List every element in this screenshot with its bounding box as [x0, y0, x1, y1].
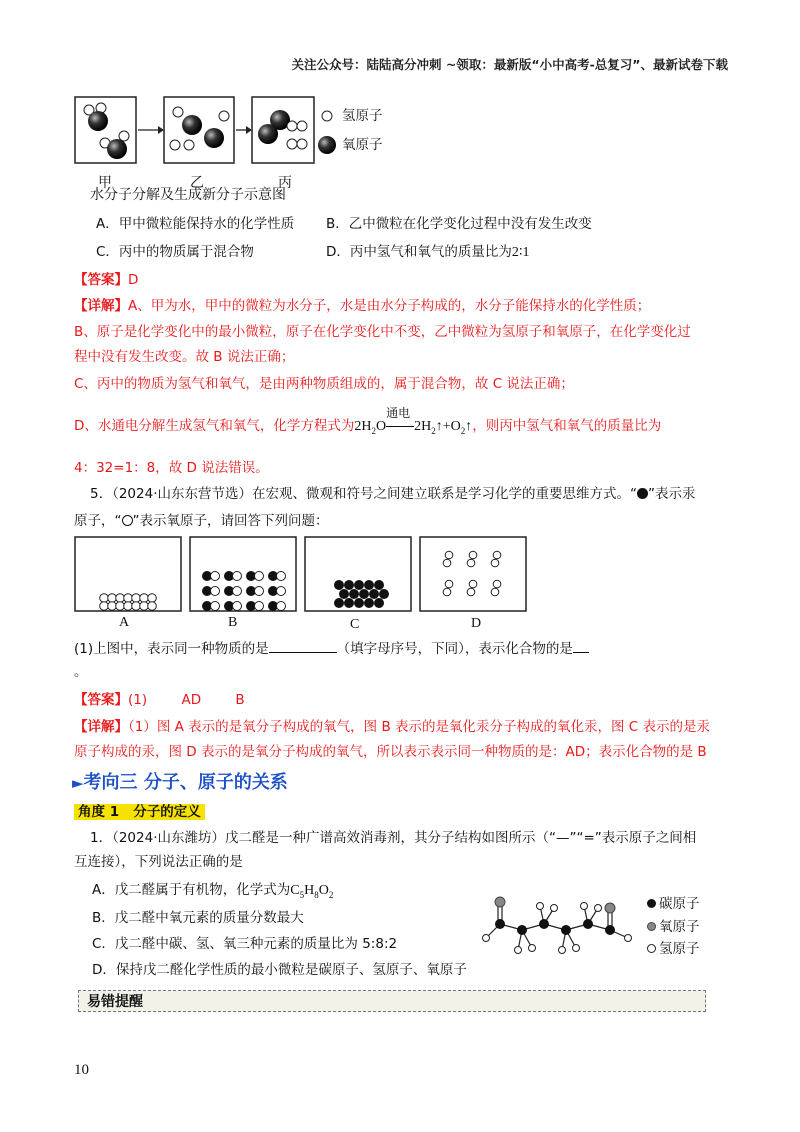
molecule-diagram: [478, 890, 648, 972]
detail-d-pre: D、水通电分解生成氢气和氧气，化学方程式为: [74, 418, 355, 434]
q1-option-c: C．戊二醛中碳、氢、氧三种元素的质量比为 5:8:2: [92, 936, 398, 952]
answer-value: D: [128, 272, 139, 288]
q5-question-b: （填字母序号，下同），表示化合物的是: [336, 641, 573, 657]
mol-legend-hydrogen: [647, 939, 700, 959]
answer-label: 【答案】: [74, 272, 128, 288]
detail-b-line1: B、原子是化学变化中的最小微粒，原子在化学变化中不变，乙中微粒为氢原子和氧原子，在化学变化过: [74, 324, 691, 340]
section-heading: [72, 768, 288, 794]
particle-boxes-diagram: [74, 536, 534, 616]
q5-detail-1: （1）图 A 表示的是氧分子构成的氧气，图 B 表示的是氧化汞分子构成的氧化汞，图 C 表示的是汞: [128, 719, 711, 735]
q5-answer-value: (1) AD B: [128, 692, 245, 708]
q1-stem-line1: 1．（2024·山东潍坊）戊二醛是一种广谱高效消毒剂，其分子结构如图所示（“—”“=”表示原子之间相: [90, 830, 697, 846]
q1-option-a-text: A．戊二醛属于有机物，化学式为: [92, 882, 291, 898]
page-number: 10: [74, 1062, 89, 1078]
answer-blank-2[interactable]: [573, 638, 589, 653]
box-label-c: C: [350, 617, 360, 632]
carbon-dot-icon: [647, 899, 656, 908]
mol-legend-carbon: [647, 894, 700, 914]
hydrogen-dot-icon: [647, 944, 656, 953]
q5-stem-line2: [74, 511, 329, 531]
box-label-a: A: [119, 615, 130, 630]
option-d: [326, 242, 530, 263]
option-b: B．乙中微粒在化学变化过程中没有发生改变: [326, 216, 592, 232]
oxygen-dot-icon: [647, 922, 656, 931]
box-label-d: D: [471, 616, 482, 631]
option-d-ratio: 2∶1: [511, 245, 530, 260]
particle-boxes: [74, 536, 534, 616]
panel-label-jia: 甲: [98, 176, 112, 191]
section-arrow-icon: ►: [72, 774, 84, 792]
detail-label: 【详解】: [74, 298, 128, 314]
q5-stem-line1: [90, 484, 695, 504]
q5-question: [74, 638, 589, 659]
q5-question-a: (1)上图中，表示同一种物质的是: [74, 641, 269, 657]
q1-option-b: B．戊二醛中氧元素的质量分数最大: [92, 910, 304, 926]
angle-label: 角度 1 分子的定义: [74, 804, 205, 820]
q5-detail-line1: [74, 717, 710, 737]
detail-a-text: A、甲为水，甲中的微粒为水分子，水是由水分子构成的，水分子能保持水的化学性质；: [128, 298, 651, 314]
legend-oxygen-label: 氧原子: [342, 137, 383, 153]
formula: $C_5H_8O_2$: [290, 883, 334, 900]
error-tip-box: [78, 990, 706, 1012]
angle-tag: [74, 800, 205, 820]
q5-stem-2b: ”表示氧原子，请回答下列问题：: [132, 513, 329, 529]
q5-detail-label: 【详解】: [74, 719, 128, 735]
option-a: A．甲中微粒能保持水的化学性质: [96, 216, 295, 232]
q5-answer-line: [74, 690, 245, 710]
legend-hydrogen-label: 氢原子: [342, 108, 383, 124]
q1-option-d: D．保持戊二醛化学性质的最小微粒是碳原子、氢原子、氧原子: [92, 962, 467, 978]
q5-stem-1b: ”表示汞: [647, 486, 696, 502]
q1-option-a: [92, 880, 333, 905]
legend-hydrogen-label-2: 氢原子: [659, 941, 700, 957]
box-d: [420, 537, 526, 611]
error-tip-label: 易错提醒: [87, 994, 143, 1010]
q5-detail-line2: 原子构成的汞，图 D 表示的是氧分子构成的氧气，所以表示表示同一种物质的是：AD；表示化合物的是 B: [74, 744, 707, 760]
q5-stem-2a: 原子，“: [74, 513, 122, 529]
q1-stem-line2: 互连接），下列说法正确的是: [74, 854, 243, 870]
q5-question-end: 。: [74, 664, 88, 680]
oxygen-symbol-icon: [122, 515, 133, 526]
answer-blank-1[interactable]: [269, 638, 337, 653]
q5-answer-label: 【答案】: [74, 692, 128, 708]
detail-d: [74, 406, 662, 441]
mercury-symbol-icon: [637, 488, 648, 499]
answer-line: [74, 270, 138, 290]
detail-d-post: ，则丙中氢气和氧气的质量比为: [472, 418, 662, 434]
option-d-text: D．丙中氢气和氧气的质量比为: [326, 244, 512, 260]
box-label-b: B: [228, 615, 238, 630]
detail-b-line2: 程中没有发生改变。故 B 说法正确；: [74, 349, 295, 365]
legend-carbon-label: 碳原子: [659, 896, 700, 912]
figure-caption: 水分子分解及生成新分子示意图: [90, 188, 286, 203]
equation-condition: 通电: [386, 406, 411, 420]
detail-c: C、丙中的物质为氢气和氧气，是由两种物质组成的，属于混合物，故 C 说法正确；: [74, 376, 574, 392]
panel-label-bing: 丙: [278, 176, 292, 191]
detail-a: [74, 296, 650, 316]
panel-label-yi: 乙: [190, 176, 204, 191]
option-c: C．丙中的物质属于混合物: [96, 244, 254, 260]
equation: $2H_2O$ 通电 $2H_2↑+O_2↑$: [354, 419, 472, 434]
q5-stem-1a: 5．（2024·山东东营节选）在宏观、微观和符号之间建立联系是学习化学的重要思维方式。“: [90, 486, 637, 502]
detail-d-line2: 4：32=1：8，故 D 说法错误。: [74, 460, 269, 476]
glutaraldehyde-structure: [478, 890, 648, 972]
section-title: 考向三 分子、原子的关系: [83, 772, 288, 793]
legend-oxygen-label-2: 氧原子: [659, 919, 700, 935]
page-header: 关注公众号：陆陆高分冲刺 ~领取：最新版“小中高考-总复习”、最新试卷下载: [291, 57, 728, 72]
mol-legend-oxygen: [647, 917, 700, 937]
